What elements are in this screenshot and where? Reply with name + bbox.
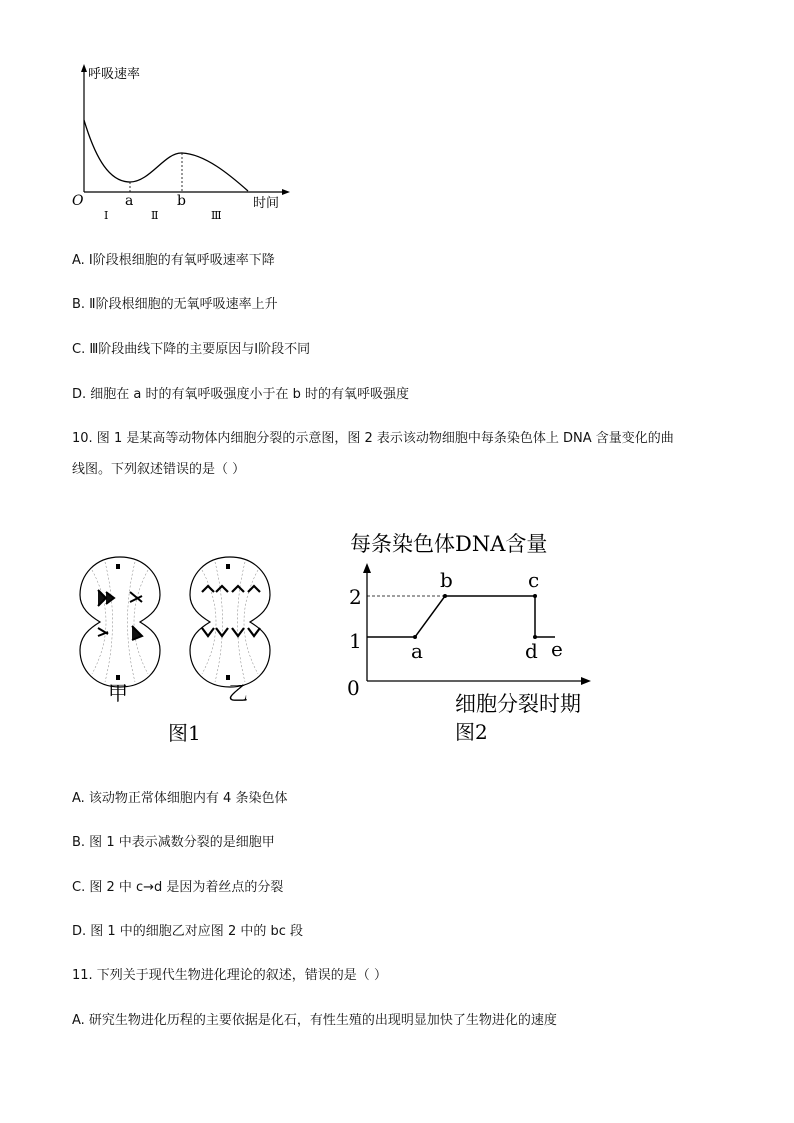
q9-option-c: C. Ⅲ阶段曲线下降的主要原因与Ⅰ阶段不同 [72,342,311,357]
cell-division-diagram [70,540,290,750]
figure-1-caption: 图1 [168,721,201,745]
tick-0: 0 [347,676,360,700]
cell-yi-label: 乙 [228,681,248,705]
q10-stem-line1: 10. 图 1 是某高等动物体内细胞分裂的示意图，图 2 表示该动物细胞中每条染色体上 DNA 含量变化的曲 [72,431,674,446]
point-e-label: e [551,637,563,661]
point-c-label: c [528,568,540,592]
tick-1: 1 [349,629,362,653]
point-a-label: a [411,639,423,663]
q9-option-b: B. Ⅱ阶段根细胞的无氧呼吸速率上升 [72,297,278,312]
origin-label: O [72,193,84,209]
stage-2-label: Ⅱ [151,209,159,222]
tick-2: 2 [349,585,362,609]
cell-yi [190,557,270,687]
respiration-rate-graph [60,60,300,230]
q9-option-a: A. Ⅰ阶段根细胞的有氧呼吸速率下降 [72,253,275,268]
stage-3-label: Ⅲ [211,209,222,222]
q11-stem: 11. 下列关于现代生物进化理论的叙述，错误的是（ ） [72,968,387,983]
q10-option-a: A. 该动物正常体细胞内有 4 条染色体 [72,791,288,806]
q10-option-c: C. 图 2 中 c→d 是因为着丝点的分裂 [72,880,284,895]
point-a-label: a [125,193,134,209]
cell-jia [80,557,160,687]
cell-jia-label: 甲 [108,681,128,705]
q10-option-b: B. 图 1 中表示减数分裂的是细胞甲 [72,835,275,850]
q11-option-a: A. 研究生物进化历程的主要依据是化石，有性生殖的出现明显加快了生物进化的速度 [72,1013,557,1028]
stage-1-label: Ⅰ [104,209,109,222]
dna-content-graph [335,525,625,755]
point-b-label: b [177,193,186,209]
q10-stem-line2: 线图。下列叙述错误的是（ ） [72,462,246,477]
x-axis-label: 时间 [253,196,280,211]
point-b-label: b [440,568,453,592]
figure-2-caption: 图2 [455,720,488,744]
point-d-label: d [525,639,538,663]
q9-option-d: D. 细胞在 a 时的有氧呼吸强度小于在 b 时的有氧呼吸强度 [72,387,410,402]
fig2-x-axis-label: 细胞分裂时期 [455,692,581,716]
y-axis-label: 呼吸速率 [88,67,141,82]
q10-option-d: D. 图 1 中的细胞乙对应图 2 中的 bc 段 [72,924,304,939]
fig2-y-axis-label: 每条染色体DNA含量 [350,532,548,556]
